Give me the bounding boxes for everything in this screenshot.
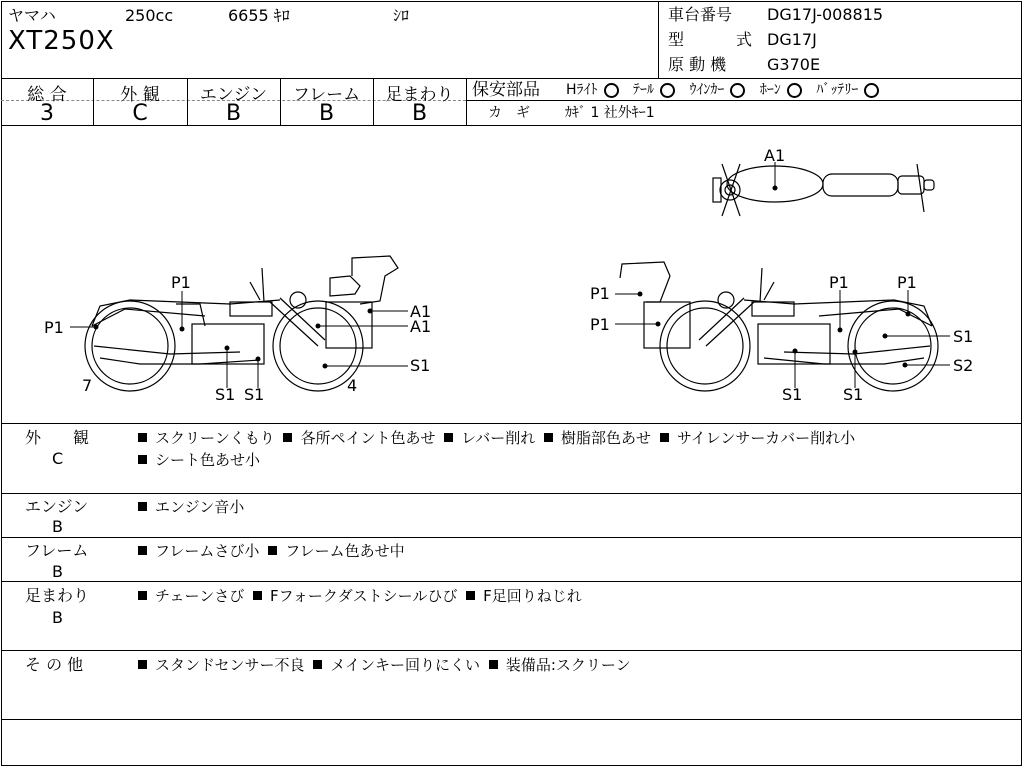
engine-label: 原 動 機	[668, 55, 727, 74]
note-section-other: そ の 他	[25, 655, 84, 674]
right-label-3: P1	[829, 273, 849, 292]
rule	[466, 78, 467, 125]
note-item: チェーンさび	[155, 587, 245, 605]
frame-no: DG17J-008815	[767, 5, 884, 24]
damage-leaders	[70, 162, 950, 388]
note-item: 樹脂部色あせ	[561, 429, 652, 447]
bike-diagram	[0, 126, 1024, 422]
rule	[1, 537, 1022, 538]
note-items-suspension	[138, 587, 582, 605]
bullet-icon	[253, 591, 262, 600]
right-label-1: P1	[590, 284, 610, 303]
rule	[1, 719, 1022, 720]
grade-value-suspension: B	[411, 101, 428, 126]
note-items-appearance-2	[138, 451, 260, 469]
note-item: シート色あせ小	[155, 451, 261, 469]
check-circle-icon	[787, 83, 802, 98]
note-grade-engine: B	[52, 517, 63, 536]
note-section-engine: エンジン	[25, 497, 89, 516]
model-name: XT250X	[8, 26, 115, 56]
left-side-bike	[85, 256, 398, 391]
left-label-1: P1	[171, 273, 191, 292]
displacement: 250cc	[125, 6, 174, 25]
mileage: 6655 ｷﾛ	[228, 6, 290, 25]
bullet-icon	[283, 433, 292, 442]
bullet-icon	[660, 433, 669, 442]
rule	[1, 581, 1022, 582]
top-view-label: A1	[764, 146, 786, 165]
key-value: ｶｷﾞ 1 社外ｷｰ1	[565, 105, 655, 121]
check-circle-icon	[730, 83, 745, 98]
note-item: エンジン音小	[155, 498, 245, 516]
check-circle-icon	[604, 83, 619, 98]
note-items-appearance	[138, 429, 855, 447]
grade-value-overall: 3	[40, 101, 54, 126]
note-grade-frame: B	[52, 562, 63, 581]
left-label-5: S1	[410, 356, 431, 375]
type-label-2: 式	[736, 30, 753, 49]
left-label-6: S1	[215, 385, 236, 404]
rule	[1, 423, 1022, 424]
note-item: 装備品:スクリーン	[505, 656, 631, 674]
grade-label-overall: 総 合	[27, 85, 67, 105]
grade-value-frame: B	[318, 101, 335, 126]
check-circle-icon	[660, 83, 675, 98]
grade-label-appearance: 外 観	[120, 85, 160, 105]
safety-item-winker: ｳｲﾝｶｰ	[689, 82, 725, 98]
right-label-7: S1	[782, 385, 803, 404]
maker: ヤマハ	[8, 6, 56, 25]
bullet-icon	[138, 591, 147, 600]
left-label-2: P1	[44, 318, 64, 337]
bullet-icon	[444, 433, 453, 442]
top-view-bike	[713, 164, 934, 216]
type-label-1: 型	[668, 30, 685, 49]
bullet-icon	[138, 433, 147, 442]
note-item: メインキー回りにくい	[330, 656, 481, 674]
right-label-5: S1	[953, 327, 974, 346]
grade-label-suspension: 足まわり	[385, 85, 454, 105]
bullet-icon	[138, 660, 147, 669]
safety-item-tail: ﾃｰﾙ	[632, 82, 654, 98]
right-label-2: P1	[590, 315, 610, 334]
note-item: フレーム色あせ中	[285, 542, 405, 560]
note-items-engine	[138, 498, 244, 516]
safety-item-horn: ﾎｰﾝ	[759, 82, 781, 98]
bullet-icon	[313, 660, 322, 669]
grade-value-appearance: C	[132, 101, 148, 126]
note-grade-appearance: C	[52, 449, 64, 468]
bullet-icon	[138, 546, 147, 555]
safety-items	[566, 81, 889, 99]
header-divider	[658, 1, 659, 78]
left-label-9: 4	[347, 376, 358, 395]
note-item: スタンドセンサー不良	[155, 656, 305, 674]
engine-value: G370E	[767, 55, 821, 74]
left-label-4: A1	[410, 317, 432, 336]
rule	[1, 650, 1022, 651]
grade-label-frame: フレーム	[292, 85, 361, 105]
note-item: F足回りねじれ	[483, 587, 582, 605]
bullet-icon	[489, 660, 498, 669]
rule	[1, 493, 1022, 494]
note-items-frame	[138, 542, 405, 560]
bullet-icon	[138, 455, 147, 464]
rule	[1, 78, 1022, 79]
right-label-6: S2	[953, 356, 974, 375]
left-label-8: 7	[82, 376, 93, 395]
rule	[467, 100, 1022, 101]
left-label-7: S1	[244, 385, 265, 404]
right-label-8: S1	[843, 385, 864, 404]
safety-title: 保安部品	[472, 80, 540, 100]
type-value: DG17J	[767, 30, 817, 49]
note-item: サイレンサーカバー削れ小	[676, 429, 856, 447]
note-items-other	[138, 656, 631, 674]
bullet-icon	[268, 546, 277, 555]
note-item: レバー削れ	[461, 429, 536, 447]
key-label: カ ギ	[488, 105, 530, 121]
note-item: フレームさび小	[155, 542, 260, 560]
right-side-bike	[620, 262, 938, 391]
grade-value-engine: B	[225, 101, 242, 126]
check-circle-icon	[864, 83, 879, 98]
note-section-appearance: 外 観	[25, 428, 90, 447]
color: ｼﾛ	[393, 6, 410, 25]
left-label-3: A1	[410, 302, 432, 321]
note-item: Fフォークダストシールひび	[270, 587, 458, 605]
bullet-icon	[466, 591, 475, 600]
note-grade-suspension: B	[52, 608, 63, 627]
damage-points	[94, 186, 911, 369]
note-section-suspension: 足まわり	[25, 586, 90, 605]
bullet-icon	[138, 502, 147, 511]
frame-no-label: 車台番号	[668, 5, 733, 24]
grade-label-engine: エンジン	[199, 85, 268, 105]
note-item: 各所ペイント色あせ	[300, 429, 436, 447]
note-section-frame: フレーム	[25, 541, 89, 560]
safety-item-battery: ﾊﾞｯﾃﾘｰ	[816, 82, 859, 98]
note-item: スクリーンくもり	[155, 429, 275, 447]
right-label-4: P1	[897, 273, 917, 292]
safety-item-headlight: Hﾗｲﾄ	[566, 82, 598, 98]
bullet-icon	[544, 433, 553, 442]
